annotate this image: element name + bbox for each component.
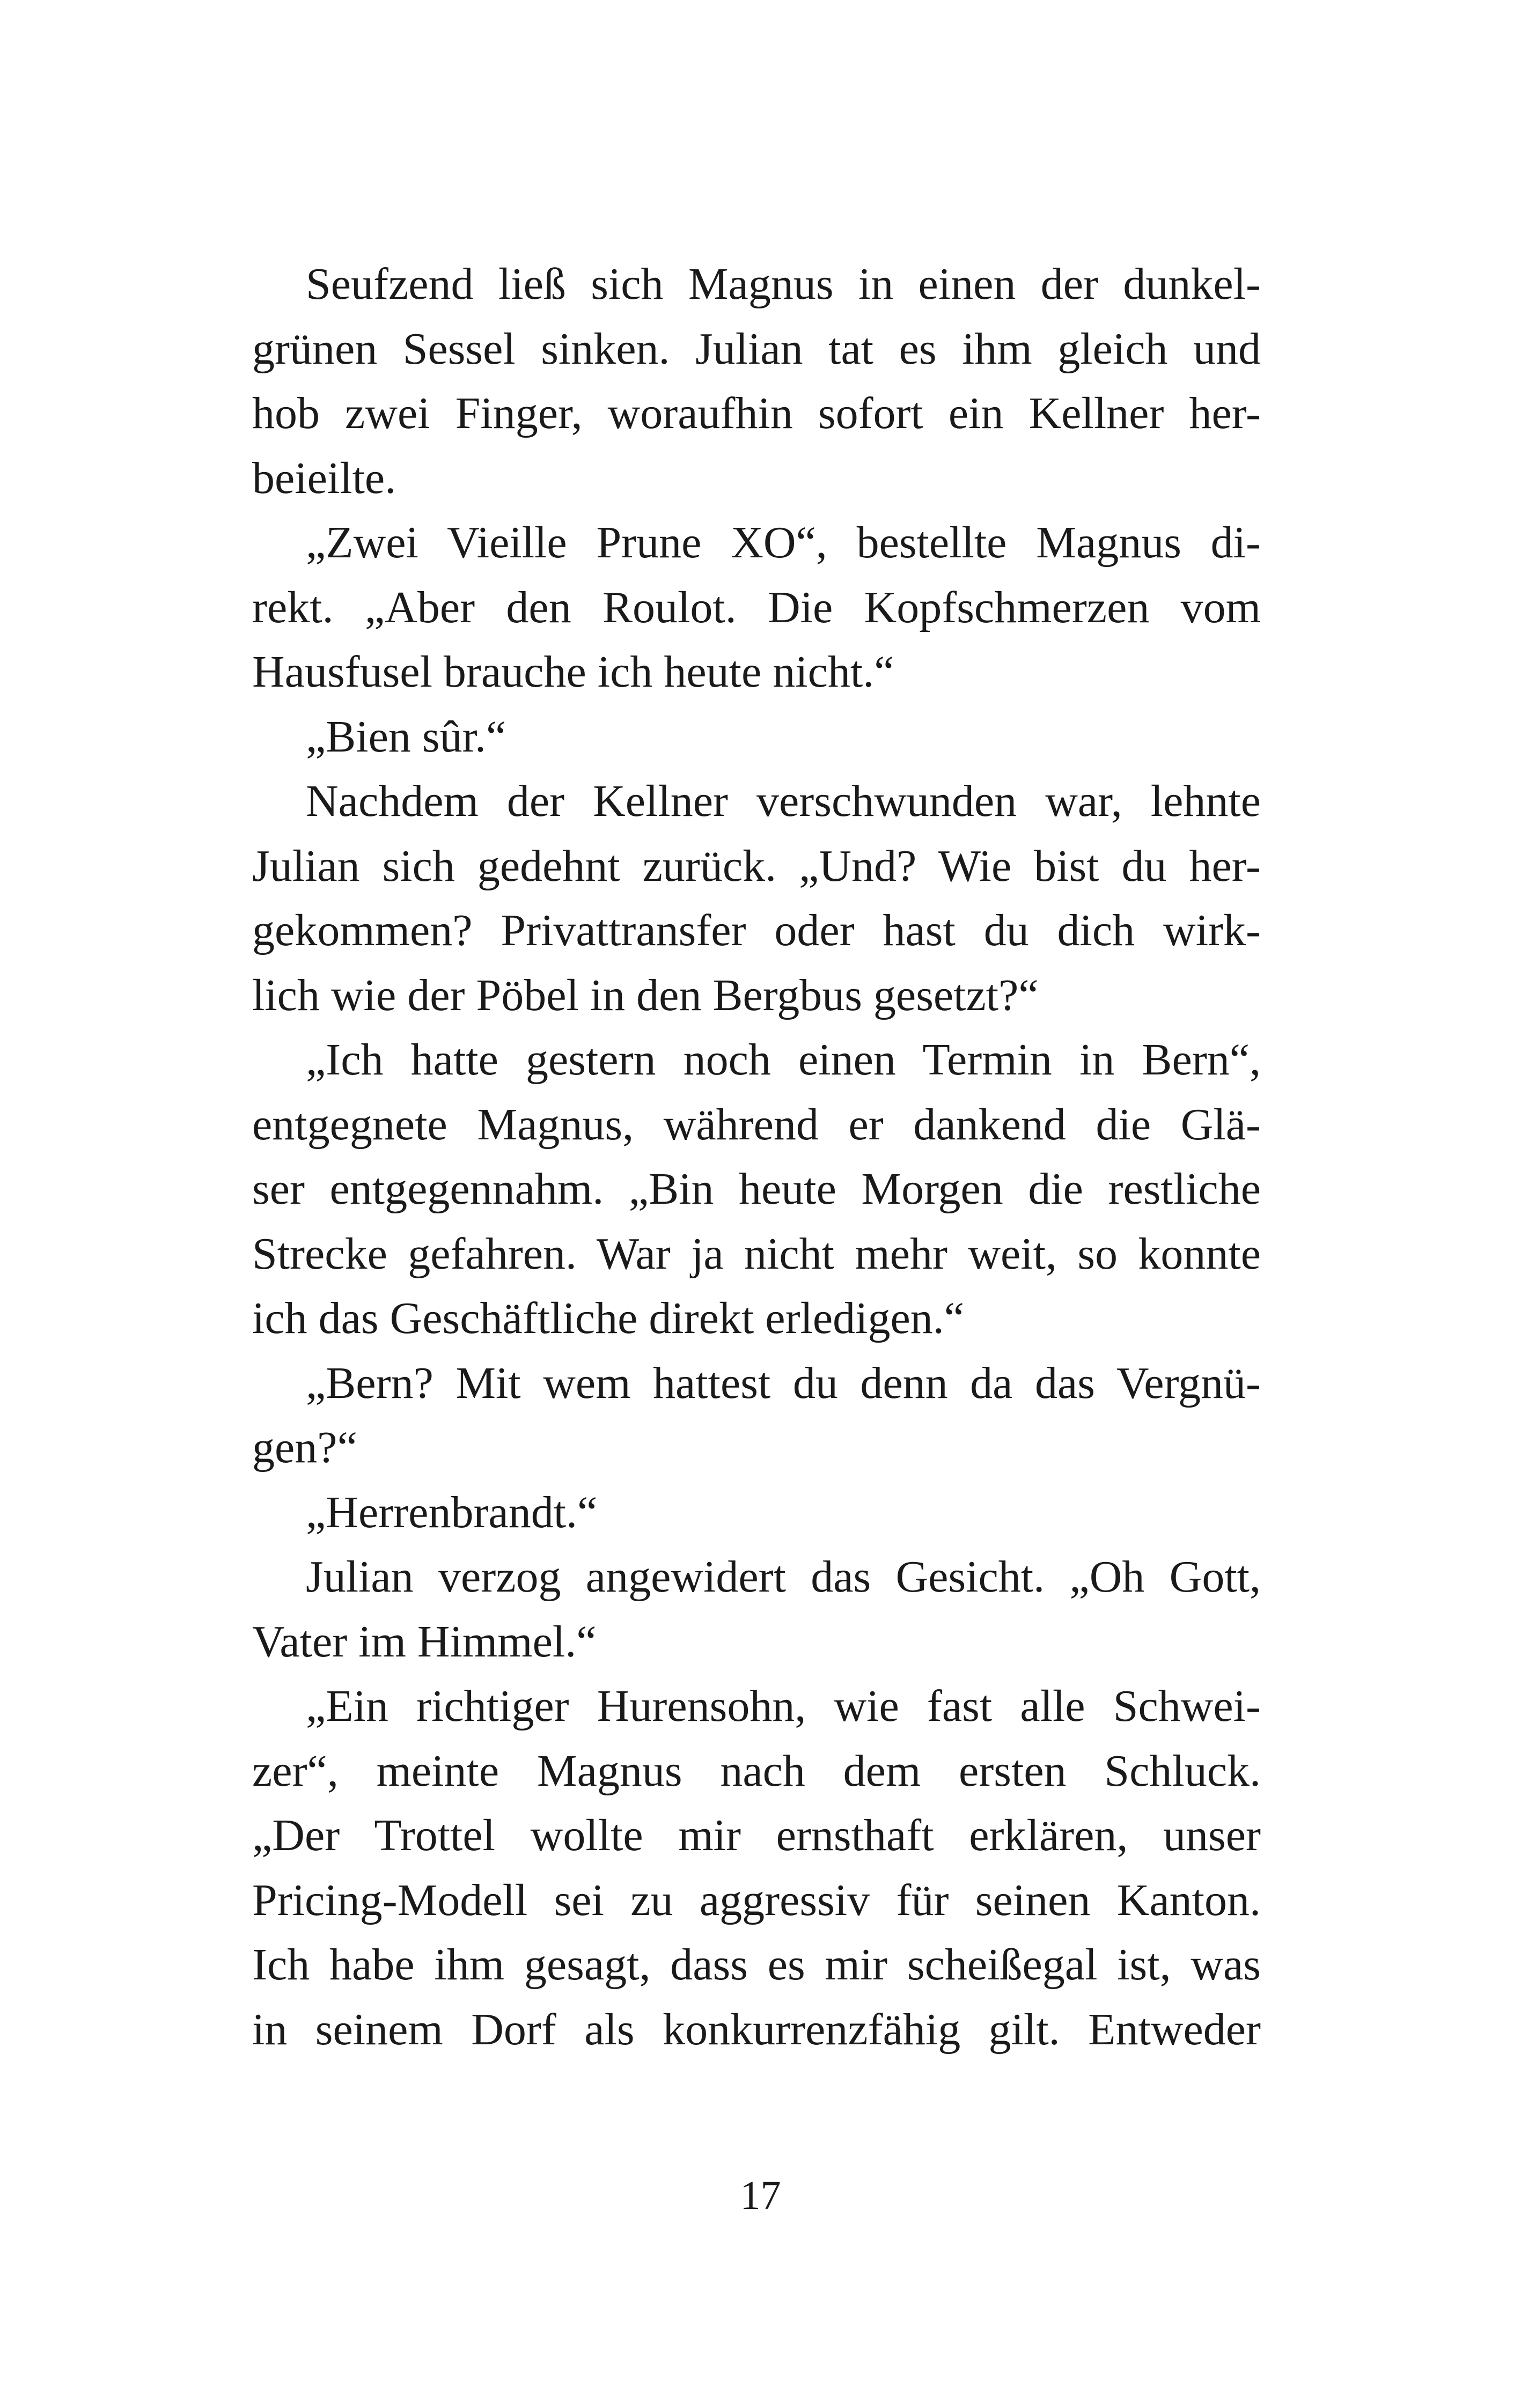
text-line: „Der Trottel wollte mir ernsthaft erklären, unser: [252, 1810, 1261, 1860]
text-line: hob zwei Finger, woraufhin sofort ein Kellner her-: [252, 388, 1261, 438]
text-line: entgegnete Magnus, während er dankend die Glä-: [252, 1099, 1261, 1150]
text-line: Ich habe ihm gesagt, dass es mir scheißegal ist, was: [252, 1940, 1261, 1990]
text-line: Hausfusel brauche ich heute nicht.“: [252, 647, 894, 697]
text-line: rekt. „Aber den Roulot. Die Kopfschmerzen vom: [252, 582, 1261, 632]
text-line: grünen Sessel sinken. Julian tat es ihm gleich und: [252, 323, 1261, 374]
page-number: 17: [740, 2173, 781, 2218]
text-line: Vater im Himmel.“: [252, 1616, 597, 1667]
text-line: „Ein richtiger Hurensohn, wie fast alle Schwei-: [306, 1681, 1261, 1731]
text-line: Seufzend ließ sich Magnus in einen der dunkel-: [306, 259, 1261, 309]
text-line: „Bien sûr.“: [306, 711, 506, 762]
text-line: ich das Geschäftliche direkt erledigen.“: [252, 1293, 965, 1343]
text-line: Strecke gefahren. War ja nicht mehr weit, so konnte: [252, 1228, 1261, 1279]
text-line: „Bern? Mit wem hattest du denn da das Vergnü-: [306, 1358, 1261, 1408]
text-line: gen?“: [252, 1423, 357, 1472]
text-line: gekommen? Privattransfer oder hast du dich wirk-: [252, 905, 1261, 955]
text-line: Pricing-Modell sei zu aggressiv für seinen Kanton.: [252, 1875, 1261, 1925]
text-line: beieilte.: [252, 453, 396, 503]
text-line: lich wie der Pöbel in den Bergbus gesetzt?“: [252, 970, 1039, 1020]
text-line: Julian sich gedehnt zurück. „Und? Wie bist du her-: [252, 841, 1261, 891]
body-text: [252, 252, 1261, 2062]
text-line: zer“, meinte Magnus nach dem ersten Schluck.: [252, 1746, 1261, 1796]
text-line: „Herrenbrandt.“: [306, 1487, 598, 1537]
text-line: ser entgegennahm. „Bin heute Morgen die restliche: [252, 1164, 1261, 1214]
text-line: „Zwei Vieille Prune XO“, bestellte Magnus di-: [306, 518, 1261, 568]
text-line: in seinem Dorf als konkurrenzfähig gilt. Entweder: [252, 2004, 1261, 2054]
text-line: Nachdem der Kellner verschwunden war, lehnte: [306, 776, 1261, 826]
text-line: „Ich hatte gestern noch einen Termin in Bern“,: [306, 1035, 1261, 1085]
text-line: Julian verzog angewidert das Gesicht. „Oh Gott,: [306, 1552, 1261, 1602]
